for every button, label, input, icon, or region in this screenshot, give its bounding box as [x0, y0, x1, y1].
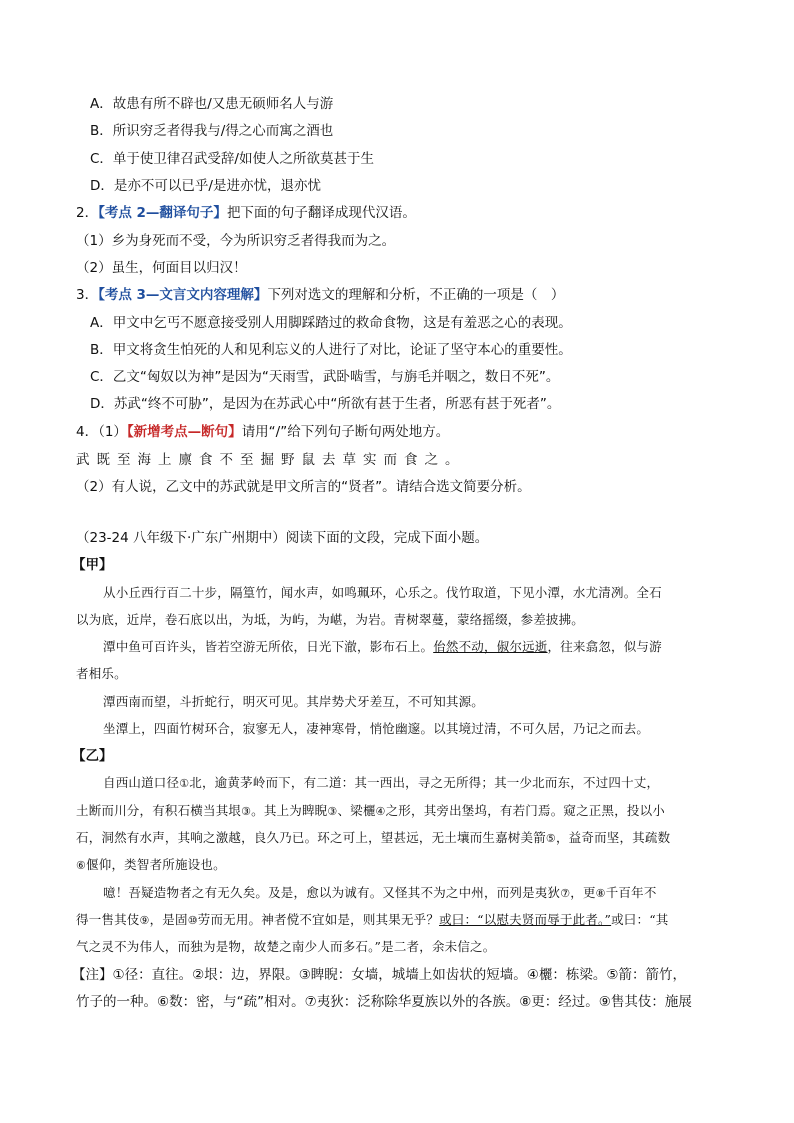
yi-text: 或曰：“其: [611, 912, 669, 927]
yi-paragraph-2-line-3: 气之灵不为伟人，而独为是物，故楚之南少人而多石。”是二者，余未信之。: [76, 939, 496, 954]
footnote-mark: ④: [375, 805, 386, 818]
footnote-mark: ③: [241, 805, 252, 818]
yi-text: ，是固: [149, 912, 188, 927]
jia-paragraph-2-line-1: [103, 637, 662, 657]
annotation-line-2: 竹子的一种。⑥数：密，与“疏”相对。⑦夷狄：泛称除华夏族以外的各族。⑧更：经过。⑨售其伎：施展: [76, 994, 692, 1010]
yi-text: 石，洞然有水声，其响之激越，良久乃已。环之可上，望甚远，无土壤而生嘉树美箭: [76, 830, 546, 845]
yi-text: 北，逾黄茅岭而下，有二道：其一西出，寻之无所得；其一少北而东，不过四十丈，: [189, 775, 660, 790]
jia-paragraph-3: 潭西南而望，斗折蛇行，明灭可见。其岸势犬牙差互，不可知其源。: [103, 694, 485, 709]
q2-tag: 【考点 2—翻译句子】: [98, 205, 227, 221]
q2-number: 2．: [76, 205, 99, 221]
yi-paragraph-1-line-2: [76, 801, 665, 822]
footnote-mark: ⑤: [545, 832, 556, 845]
section-intro: （23-24 八年级下·广东广州期中）阅读下面的文段，完成下面小题。: [76, 530, 489, 546]
annotation-line-1: 【注】①径：直往。②垠：边，界限。③睥睨：女墙，城墙上如齿状的短墙。④欐：栋梁。⑤箭：箭竹，: [72, 967, 687, 983]
yi-text: 之形，其旁出堡坞，有若门焉。窥之正黑，投以小: [385, 803, 666, 818]
jia-p2-underlined: 佁然不动，俶尔远逝: [433, 639, 548, 654]
footnote-mark: ⑩: [187, 914, 198, 927]
yi-text: 劳而无用。神者傥不宜如是，则其果无乎？: [197, 912, 440, 927]
q4-instruction: 请用“/”给下列句子断句两处地方。: [241, 424, 450, 440]
q1-option-a: A．故患有所不辟也/又患无硕师名人与游: [90, 96, 334, 112]
q3-instruction: 下列对选文的理解和分析，不正确的一项是（ ）: [267, 287, 565, 303]
q4-part-2: （2）有人说，乙文中的苏武就是甲文所言的“贤者”。请结合选文简要分析。: [76, 479, 531, 495]
jia-label: 【甲】: [72, 557, 113, 573]
footnote-mark: ③: [327, 805, 338, 818]
yi-text: 土断而川分，有积石横当其垠: [76, 803, 242, 818]
yi-paragraph-1-line-1: [103, 773, 659, 794]
yi-paragraph-1-line-3: [76, 828, 670, 849]
q2-sentence-1: （1）乡为身死而不受，今为所识穷乏者得我而为之。: [76, 233, 396, 249]
footnote-mark: ⑨: [139, 914, 150, 927]
q3-number: 3．: [76, 287, 99, 303]
q3-option-d: D．苏武“终不可胁”，是因为在苏武心中“所欲有甚于生者，所恶有甚于死者”。: [90, 396, 561, 412]
q2-heading: [76, 203, 416, 223]
footnote-mark: ⑧: [595, 887, 606, 900]
yi-label: 【乙】: [72, 748, 113, 764]
q2-sentence-2: （2）虽生，何面目以归汉！: [76, 260, 247, 276]
yi-text: 噫！吾疑造物者之有无久矣。及是，愈以为诚有。又怪其不为之中州，而列是夷狄: [103, 885, 561, 900]
q4-tag: 【新增考点—断句】: [126, 424, 242, 440]
yi-text: 得一售其伎: [76, 912, 140, 927]
yi-text: 自西山道口径: [103, 775, 180, 790]
yi-paragraph-1-line-4: [76, 855, 226, 876]
jia-paragraph-1-line-1: 从小丘西行百二十步，隔篁竹，闻水声，如鸣珮环，心乐之。伐竹取道，下见小潭，水尤清冽。全石: [103, 585, 662, 600]
yi-underlined: 或曰：“以慰夫贤而辱于此者。”: [439, 912, 612, 927]
yi-text: ，更: [570, 885, 596, 900]
q3-tag: 【考点 3—文言文内容理解】: [98, 287, 268, 303]
jia-p2-text-end: ，往来翕忽，似与游: [547, 639, 662, 654]
yi-paragraph-2-line-2: [76, 910, 669, 931]
yi-text: 、梁欐: [337, 803, 376, 818]
footnote-mark: ①: [179, 777, 190, 790]
q1-option-c: C．单于使卫律召武受辞/如使人之所欲莫甚于生: [90, 151, 374, 167]
jia-p2-text: 潭中鱼可百许头，皆若空游无所依，日光下澈，影布石上。: [103, 639, 434, 654]
q2-instruction: 把下面的句子翻译成现代汉语。: [226, 205, 416, 221]
q4-number: 4．（1）: [76, 424, 127, 440]
yi-paragraph-2-line-1: [103, 883, 657, 904]
q3-option-b: B．甲文将贪生怕死的人和见利忘义的人进行了对比，论证了坚守本心的重要性。: [90, 342, 572, 358]
q4-sentence: 武既至海上廪食不至掘野鼠去草实而食之。: [76, 452, 466, 468]
q1-option-d: D．是亦不可以已乎/是进亦忧，退亦忧: [90, 178, 321, 194]
footnote-mark: ⑦: [560, 887, 571, 900]
yi-text: 。其上为睥睨: [251, 803, 328, 818]
jia-paragraph-4: 坐潭上，四面竹树环合，寂寥无人，凄神寒骨，悄怆幽邃。以其境过清，不可久居，乃记之而去。: [103, 721, 650, 736]
yi-text: ，益奇而坚，其疏数: [555, 830, 671, 845]
yi-text: 千百年不: [605, 885, 657, 900]
q1-option-b: B．所识穷乏者得我与/得之心而寓之酒也: [90, 123, 334, 139]
yi-text: 偃仰，类智者所施设也。: [86, 857, 226, 872]
q4-heading: [76, 422, 449, 442]
footnote-mark: ⑥: [76, 859, 87, 872]
q3-option-c: C．乙文“匈奴以为神”是因为“天雨雪，武卧啮雪，与旃毛并咽之，数日不死”。: [90, 369, 560, 385]
q3-heading: [76, 285, 564, 305]
jia-paragraph-1-line-2: 以为底，近岸，卷石底以出，为坻，为屿，为嵁，为岩。青树翠蔓，蒙络摇缀，参差披拂。: [76, 612, 585, 627]
q3-option-a: A．甲文中乞丐不愿意接受别人用脚踩踏过的救命食物，这是有羞恶之心的表现。: [90, 315, 572, 331]
jia-paragraph-2-line-2: 者相乐。: [76, 666, 127, 681]
